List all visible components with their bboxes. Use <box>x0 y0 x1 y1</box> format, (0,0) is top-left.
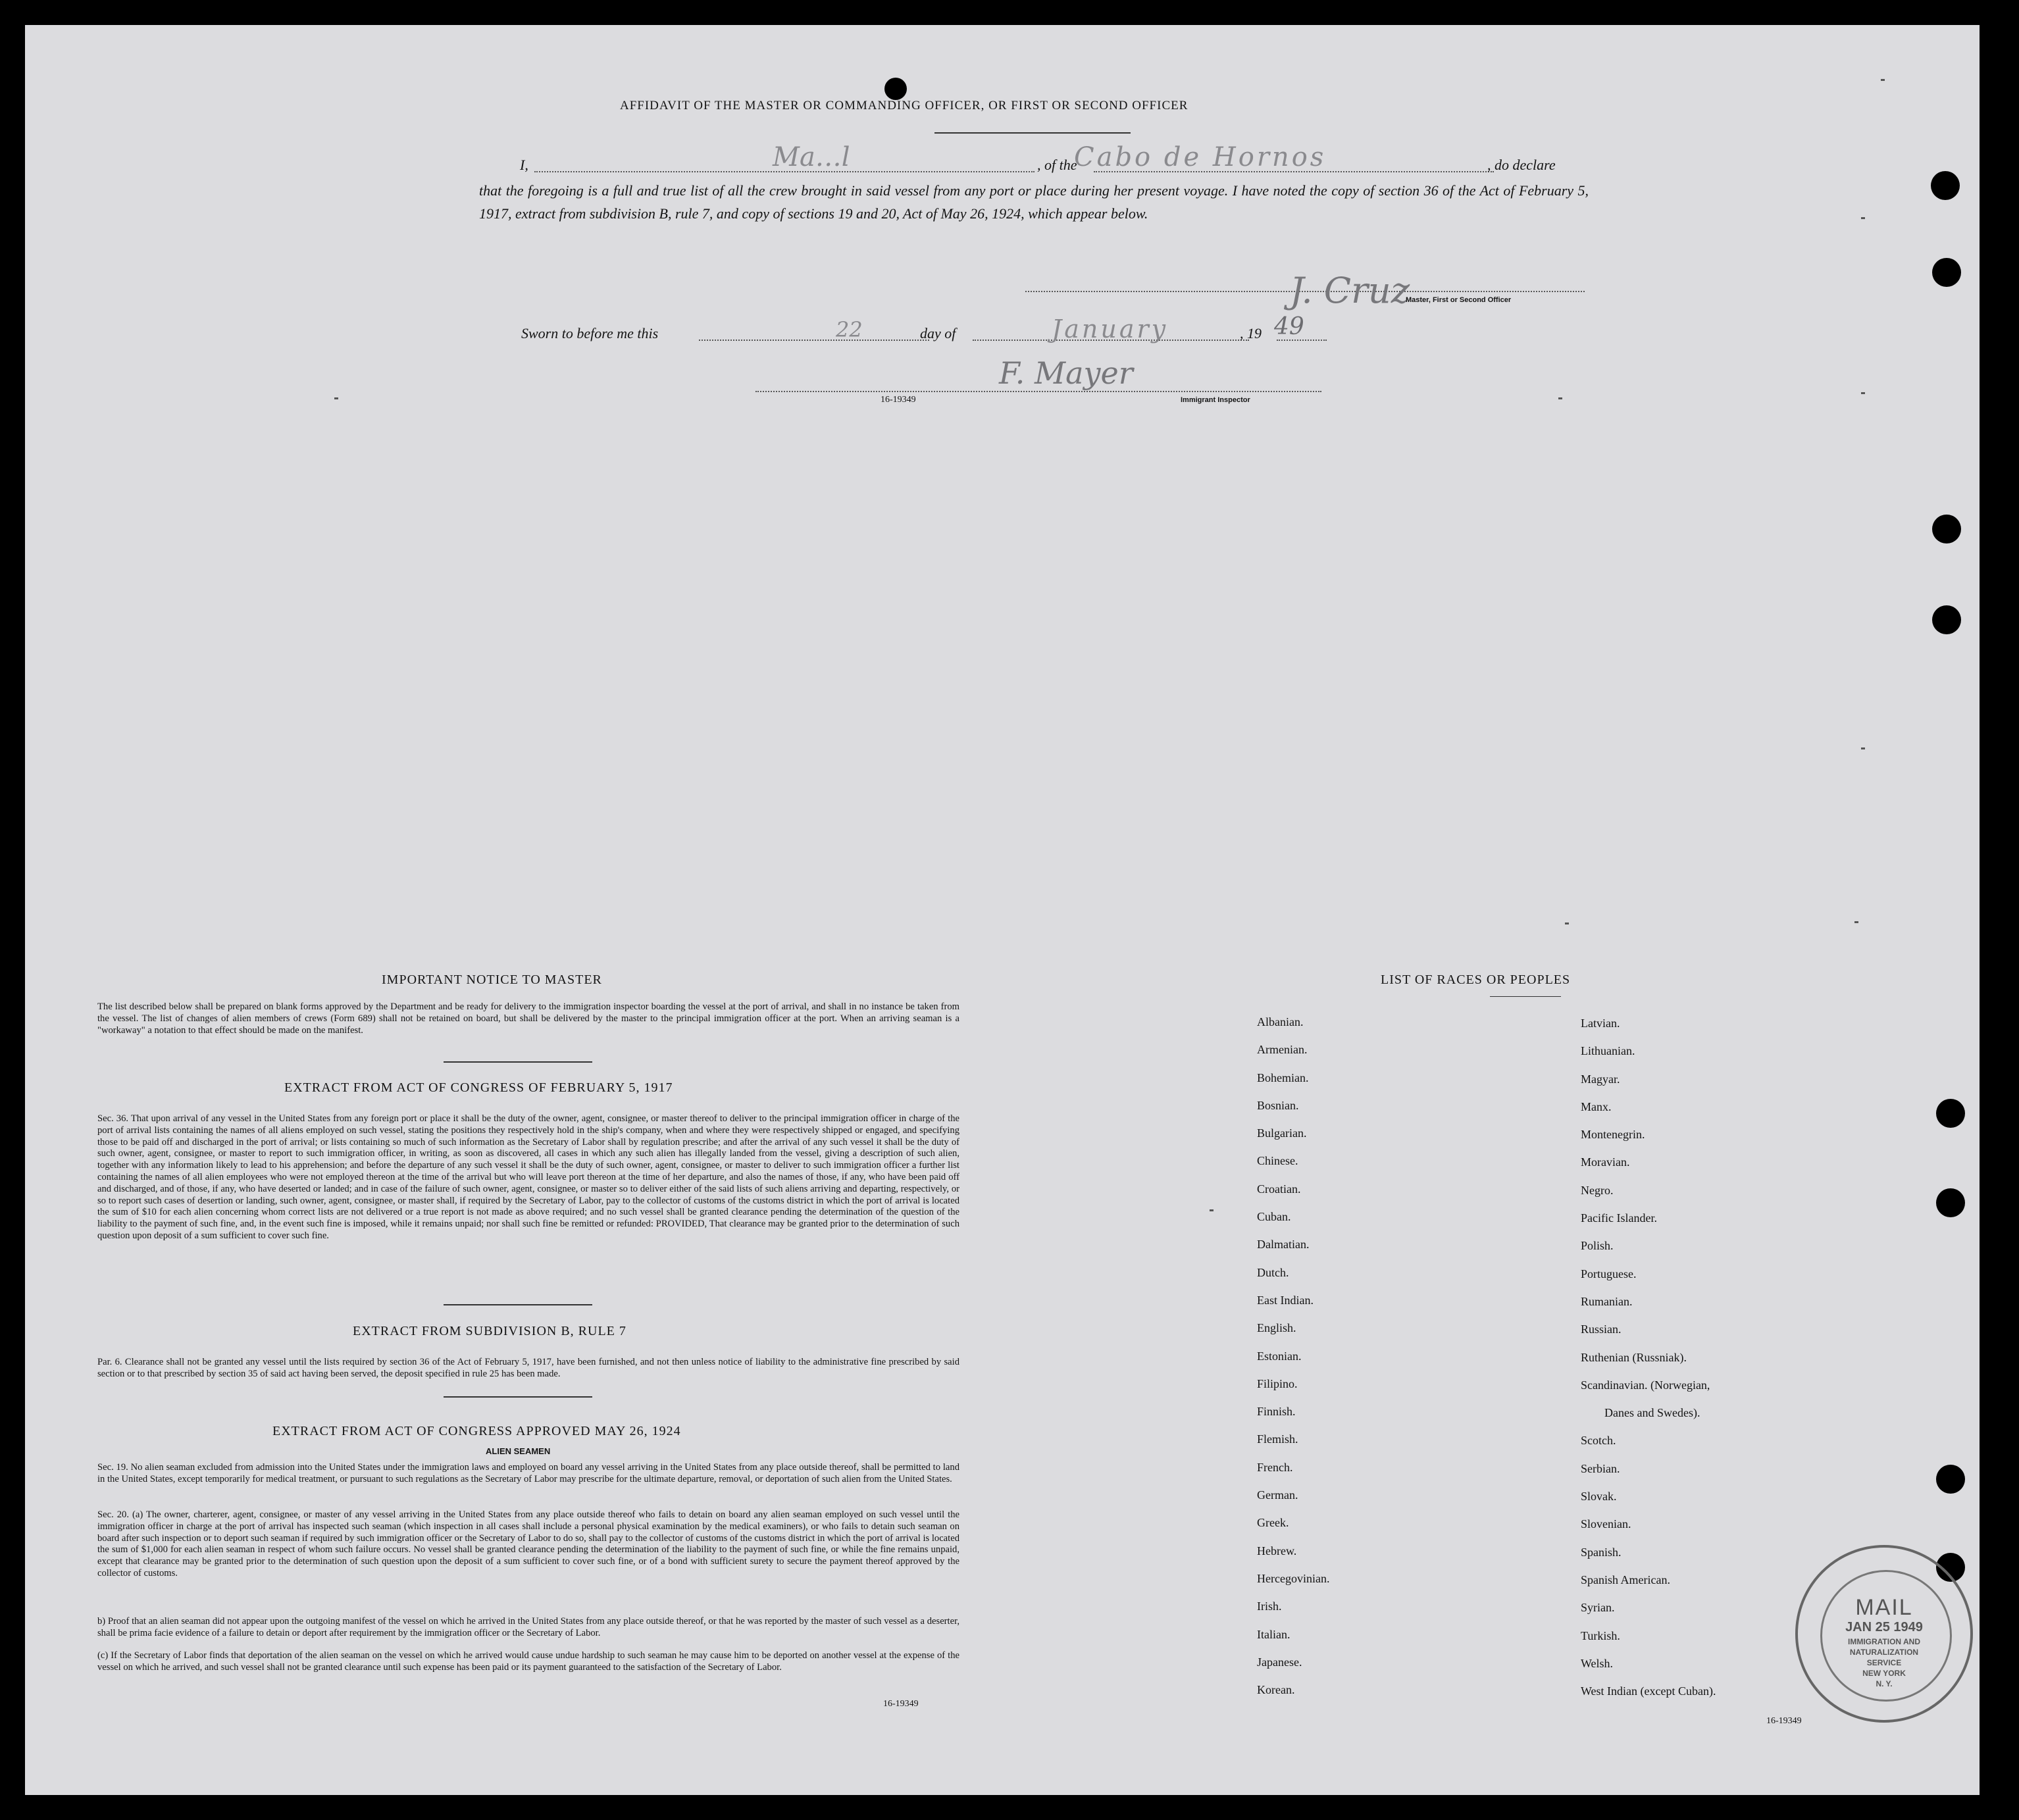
race-item: Spanish. <box>1581 1545 1622 1559</box>
sworn-month: January <box>1052 315 1169 343</box>
speck <box>1861 217 1865 219</box>
race-item: Montenegrin. <box>1581 1128 1645 1142</box>
race-item: Dutch. <box>1257 1265 1289 1279</box>
punch-hole <box>1932 515 1961 543</box>
do-declare-label: , do declare <box>1487 157 1556 173</box>
extract-1924-sec20c: (c) If the Secretary of Labor finds that deportation of the alien seaman on the vessel on which he arrived would cause undue hardship to such seaman he may cause him to be deported on another vessel at the expense of the vessel on which he arrived, and such vessel shall not be granted clearance until such expense has been paid or its payment guaranteed to the satisfaction of the Secretary of Labor. <box>97 1650 959 1673</box>
race-item: Magyar. <box>1581 1072 1620 1086</box>
race-item: Filipino. <box>1257 1377 1298 1390</box>
speck <box>1565 923 1569 924</box>
race-item: Croatian. <box>1257 1182 1301 1196</box>
vessel-name: Cabo de Hornos <box>1074 142 1327 172</box>
race-item: East Indian. <box>1257 1293 1314 1307</box>
race-item: Danes and Swedes). <box>1604 1406 1700 1420</box>
race-item: Greek. <box>1257 1516 1289 1530</box>
extract-rule7-title: EXTRACT FROM SUBDIVISION B, RULE 7 <box>353 1324 626 1338</box>
race-item: Italian. <box>1257 1627 1291 1641</box>
inspector-signature-line <box>755 391 1321 392</box>
declarant-name: Ma…l <box>773 142 850 172</box>
divider <box>444 1304 592 1305</box>
race-item: Portuguese. <box>1581 1267 1637 1280</box>
speck <box>1861 747 1865 749</box>
speck <box>1854 921 1858 923</box>
declaration-text: that the foregoing is a full and true list of all the crew brought in said vessel from any port or place during her present voyage. I have noted the copy of section 36 of the Act of February 5, 1917, extract from subdivision B, rule 7, and copy of sections 19 and 20, Act of May 26, 1924, which appear below. <box>479 182 1589 222</box>
speck <box>1861 392 1865 394</box>
race-item: Turkish. <box>1581 1629 1620 1642</box>
race-item: Scandinavian. (Norwegian, <box>1581 1378 1710 1392</box>
punch-hole <box>1931 171 1960 200</box>
sworn-day-line <box>699 340 929 341</box>
race-item: Lithuanian. <box>1581 1044 1635 1058</box>
notice-text: The list described below shall be prepared on blank forms approved by the Department and be ready for delivery to the immigration inspector boarding the vessel at the port of arrival, and shall in no instance be taken from the vessel. The list of changes of alien members of crews (Form 689) shall not be retained on board, but shall be delivered by the master to the principal immigration officer at the port. When an arriving seaman is a "workaway" a notation to that effect should be made on the manifest. <box>97 1001 959 1036</box>
race-item: Chinese. <box>1257 1154 1298 1168</box>
race-item: German. <box>1257 1488 1298 1502</box>
race-item: Irish. <box>1257 1600 1282 1613</box>
stamp-line5: N. Y. <box>1876 1679 1893 1688</box>
race-item: Dalmatian. <box>1257 1238 1310 1251</box>
inspector-caption: Immigrant Inspector <box>1181 396 1250 404</box>
form-number: 16-19349 <box>883 1699 919 1709</box>
signature-caption: Master, First or Second Officer <box>1406 296 1512 304</box>
affidavit-title: AFFIDAVIT OF THE MASTER OR COMMANDING OFFICER, OR FIRST OR SECOND OFFICER <box>620 99 1188 113</box>
sworn-year: 49 <box>1274 313 1304 340</box>
race-item: Flemish. <box>1257 1432 1298 1446</box>
race-item: Pacific Islander. <box>1581 1211 1657 1225</box>
race-item: Ruthenian (Russniak). <box>1581 1350 1687 1364</box>
race-item: Hercegovinian. <box>1257 1571 1330 1585</box>
race-item: Bohemian. <box>1257 1071 1309 1084</box>
mail-received-stamp <box>1795 1545 1973 1723</box>
race-item: Serbian. <box>1581 1461 1620 1475</box>
year-prefix: , 19 <box>1240 325 1262 341</box>
punch-hole <box>1936 1099 1965 1128</box>
declaration-prefix: I, <box>520 157 528 173</box>
extract-1924-sec20b: b) Proof that an alien seaman did not appear upon the outgoing manifest of the vessel on which he arrived in the United States from any place outside thereof, or that he was reported by the master of such vessel as a deserter, shall be prima facie evidence of a failure to detain or deport after requirement by the immigration officer or the Secretary of Labor. <box>97 1616 959 1638</box>
race-item: Welsh. <box>1581 1656 1614 1670</box>
inspector-signature: F. Mayer <box>999 355 1133 391</box>
divider <box>444 1061 592 1063</box>
race-item: Latvian. <box>1581 1017 1620 1030</box>
speck <box>334 397 338 399</box>
race-item: Cuban. <box>1257 1210 1291 1224</box>
speck <box>1881 79 1885 81</box>
race-item: French. <box>1257 1460 1293 1474</box>
divider <box>1490 996 1561 997</box>
race-item: Slovak. <box>1581 1490 1617 1504</box>
race-item: Albanian. <box>1257 1015 1304 1028</box>
extract-rule7-text: Par. 6. Clearance shall not be granted any vessel until the lists required by section 36 of the Act of February 5, 1917, have been furnished, and not then unless notice of liability to the administrative fine prescribed by said section or to that prescribed by section 35 of said act having been served, the deposit specified in rule 25 has been made. <box>97 1357 959 1379</box>
punch-hole <box>1936 1188 1965 1217</box>
race-item: Korean. <box>1257 1683 1295 1697</box>
extract-1924-title: EXTRACT FROM ACT OF CONGRESS APPROVED MAY 26, 1924 <box>272 1424 681 1438</box>
race-item: Negro. <box>1581 1183 1614 1197</box>
punch-hole <box>1932 258 1961 287</box>
race-item: Manx. <box>1581 1100 1612 1113</box>
notice-title: IMPORTANT NOTICE TO MASTER <box>382 973 602 987</box>
races-right-column <box>1581 1009 1716 1705</box>
race-item: West Indian (except Cuban). <box>1581 1684 1716 1698</box>
race-item: Estonian. <box>1257 1349 1302 1363</box>
stamp-date: JAN 25 1949 <box>1845 1620 1923 1634</box>
alien-seamen-subtitle: ALIEN SEAMEN <box>486 1446 551 1456</box>
form-number: 16-19349 <box>881 395 916 405</box>
sworn-day: 22 <box>836 317 863 342</box>
race-item: Rumanian. <box>1581 1294 1633 1308</box>
race-item: Syrian. <box>1581 1601 1615 1615</box>
punch-hole <box>1936 1465 1965 1494</box>
punch-hole <box>1932 605 1961 634</box>
race-item: Armenian. <box>1257 1043 1308 1057</box>
race-item: Spanish American. <box>1581 1573 1670 1586</box>
extract-1917-title: EXTRACT FROM ACT OF CONGRESS OF FEBRUARY 5, 1917 <box>284 1080 673 1095</box>
master-signature: J. Cruz <box>1290 270 1410 311</box>
race-item: Polish. <box>1581 1239 1614 1253</box>
race-item: Japanese. <box>1257 1655 1302 1669</box>
form-number: 16-19349 <box>1766 1716 1802 1726</box>
punch-hole <box>884 78 907 100</box>
sworn-prefix: Sworn to before me this <box>521 325 659 341</box>
speck <box>1210 1209 1214 1211</box>
race-item: Bosnian. <box>1257 1098 1299 1112</box>
divider <box>934 132 1131 134</box>
of-the-label: , of the <box>1037 157 1077 173</box>
speck <box>1558 397 1562 399</box>
extract-1924-sec20a: Sec. 20. (a) The owner, charterer, agent, consignee, or master of any vessel arriving in the United States from any place outside thereof who fails to detain on board any alien seaman employed on such vessel until the immigration officer in charge at the port of arrival has inspected such seaman (which inspection in all cases shall include a personal physical examination by the medical examiners), or who fails to detain such seaman on board after such inspection or to deport such seaman if required by such immigration officer or the Secretary of Labor to do so, shall pay to the collector of customs of the customs district in which the port of arrival is located the sum of $1,000 for each alien seaman in respect of whom such failure occurs. No vessel shall be granted clearance pending the determination of the liability to the payment of such fine, or while the fine remains unpaid, except that clearance may be granted prior to the determination of such question upon the deposit of a sum sufficient to cover such fine, or of a bond with sufficient surety to secure the payment thereof approved by the collector of customs. <box>97 1509 959 1579</box>
day-of-label: day of <box>920 325 956 341</box>
race-item: Slovenian. <box>1581 1517 1631 1531</box>
document-page <box>25 25 1980 1795</box>
divider <box>444 1396 592 1398</box>
race-item: Hebrew. <box>1257 1544 1297 1557</box>
extract-1917-text: Sec. 36. That upon arrival of any vessel in the United States from any foreign port or place it shall be the duty of the owner, agent, consignee, or master thereof to deliver to the principal immigration officer in charge of the port of arrival lists containing the names of all aliens employed on such vessel, stating the positions they respectively hold in the ship's company, when and where they were respectively shipped or engaged, and specifying those to be paid off and discharged in the port of arrival; or lists containing so much of such information as the Secretary of Labor shall by regulation prescribe; and after the arrival of any such vessel it shall be the duty of such owner, agent, consignee, or master to report to such immigration officer, in writing, as soon as discovered, all cases in which any such alien has illegally landed from the vessel, giving a description of such alien, together with any information likely to lead to his apprehension; and before the departure of any such vessel it shall be the duty of such owner, agent, consignee, or master to deliver to such immigration officer a further list containing the names of all alien employees who were not employed thereon at the time of the arrival but who will leave port thereon at the time of her departure, and also the names of those, if any, who have been paid off and discharged, and of those, if any, who have deserted or landed; and in case of the failure of such owner, agent, consignee, or master so to deliver either of the said lists of such aliens arriving and departing, respectively, or so to report such cases of desertion or landing, such owner, agent, consignee, or master shall, if required by the Secretary of Labor, pay to the collector of customs of the customs district in which the port of arrival is located the sum of $10 for each alien concerning whom correct lists are not delivered or a true report is not made as above required; and no such vessel shall be granted clearance pending the determination of the question of the liability to the payment of such fine, and, in the event such fine is imposed, while it remains unpaid; nor shall such fine be remitted or refunded: PROVIDED, That clearance may be granted prior to the determination of such question upon deposit of a sum sufficient to cover such fine. <box>97 1113 959 1241</box>
extract-1924-sec19: Sec. 19. No alien seaman excluded from admission into the United States under the immigration laws and employed on board any vessel arriving in the United States from any place outside thereof, shall be permitted to land in the United States, except temporarily for medical treatment, or pursuant to such regulations as the Secretary of Labor may prescribe for the ultimate departure, removal, or deportation of such alien from the United States. <box>97 1462 959 1484</box>
race-item: Russian. <box>1581 1323 1622 1336</box>
stamp-line4: NEW YORK <box>1862 1669 1906 1678</box>
stamp-line2: NATURALIZATION <box>1849 1648 1919 1657</box>
stamp-mail-word: MAIL <box>1855 1595 1913 1620</box>
race-item: Moravian. <box>1581 1155 1630 1169</box>
races-left-column <box>1257 1008 1329 1704</box>
stamp-line3: SERVICE <box>1866 1658 1902 1667</box>
race-item: Bulgarian. <box>1257 1126 1307 1140</box>
race-item: Scotch. <box>1581 1434 1616 1448</box>
race-item: English. <box>1257 1321 1296 1335</box>
races-title: LIST OF RACES OR PEOPLES <box>1381 973 1571 987</box>
stamp-line1: IMMIGRATION AND <box>1848 1637 1920 1646</box>
race-item: Finnish. <box>1257 1405 1296 1419</box>
